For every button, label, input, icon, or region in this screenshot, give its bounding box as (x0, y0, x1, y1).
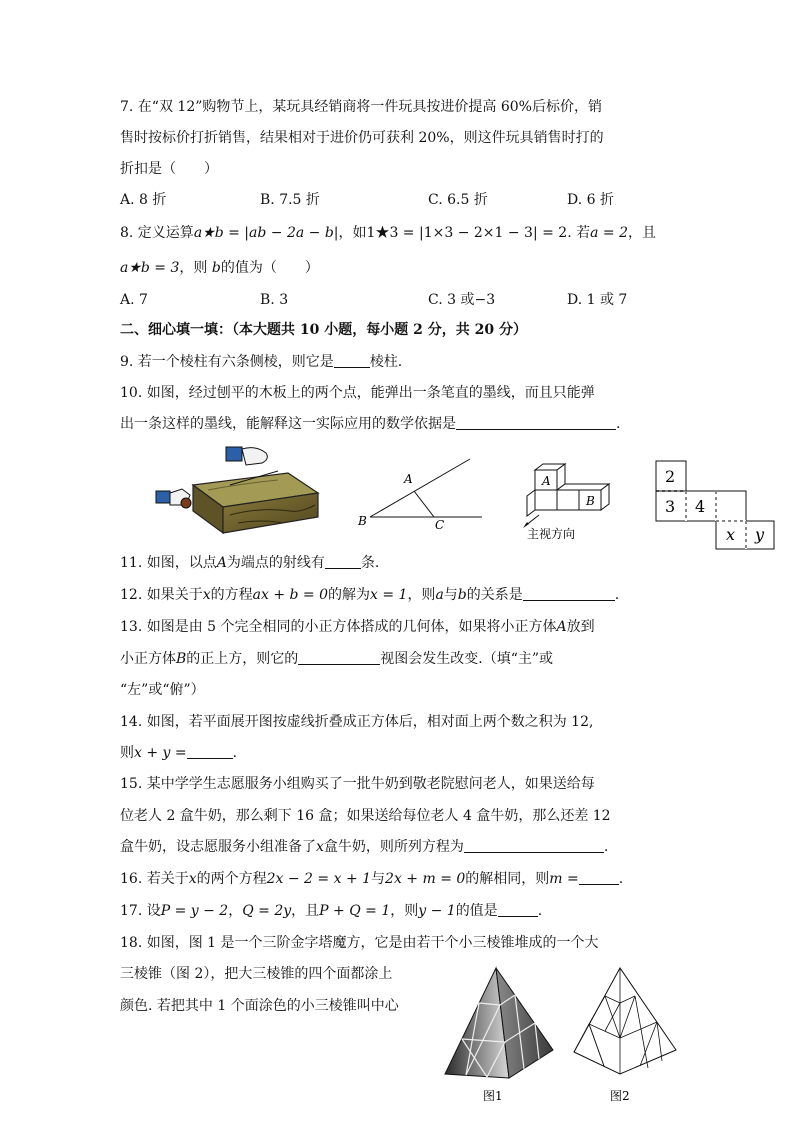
q9: 9. 若一个棱柱有六条侧棱，则它是 棱柱. (120, 354, 403, 370)
point-a-label: A (404, 472, 413, 486)
q17-blank[interactable] (498, 901, 538, 917)
pyramid-figure-2 (570, 966, 682, 1106)
q7-line1: 7. 在“双 12”购物节上，某玩具经销商将一件玩具按进价提高 60%后标价，销 (120, 99, 602, 115)
q7-line3: 折扣是（ ） (120, 161, 218, 177)
ray-angle-figure (352, 455, 487, 530)
q10-blank[interactable] (456, 414, 616, 430)
q13-line1: 13. 如图是由 5 个完全相同的小正方体搭成的几何体，如果将小正方体A放到 (120, 619, 595, 635)
net-cell-3: 3 (665, 497, 676, 516)
cube-net-figure (655, 460, 775, 550)
q14-line1: 14. 如图，若平面展开图按虚线折叠成正方体后，相对面上两个数之积为 12, (120, 714, 594, 730)
figure-1-caption: 图1 (483, 1089, 503, 1103)
q7-option-d: D. 6 折 (567, 192, 614, 208)
q8-formula: a★b = |ab − 2a − b| (193, 225, 339, 241)
q8-line2: a★b = 3，则 b的值为（ ） (120, 260, 319, 276)
q18-line2: 三棱锥（图 2），把大三棱锥的四个面都涂上 (120, 966, 393, 982)
section-heading: 二、细心填一填：（本大题共 10 小题，每小题 2 分，共 20 分） (120, 322, 527, 338)
q15-line2: 位老人 2 盒牛奶，那么剩下 16 盒；如果送给每位老人 4 盒牛奶，那么还差 12 (120, 808, 611, 824)
q8-line1: 8. 定义运算a★b = |ab − 2a − b|，如1★3 = |1×3 − 2×1 − 3| = 2. 若a = 2，且 (120, 225, 657, 241)
point-b-label: B (358, 514, 367, 528)
q13-line3: “左”或“俯”） (120, 682, 205, 698)
q15-blank[interactable] (464, 837, 604, 853)
q9-blank[interactable] (334, 352, 370, 368)
q12-blank[interactable] (523, 585, 615, 601)
figure-2-caption: 图2 (610, 1089, 630, 1103)
q18-line3: 颜色. 若把其中 1 个面涂色的小三棱锥叫中心 (120, 998, 399, 1014)
q16: 16. 若关于x的两个方程2x − 2 = x + 1与2x + m = 0的解相同，则m = . (120, 871, 624, 887)
q11: 11. 如图，以点A为端点的射线有 条. (120, 555, 380, 571)
q8-option-a: A. 7 (120, 292, 148, 308)
q11-blank[interactable] (325, 553, 361, 569)
q7-option-a: A. 8 折 (120, 192, 167, 208)
q12: 12. 如果关于x的方程ax + b = 0的解为x = 1，则a与b的关系是 . (120, 587, 620, 603)
q16-blank[interactable] (579, 869, 619, 885)
net-cell-2: 2 (665, 467, 676, 486)
q17: 17. 设P = y − 2，Q = 2y，且P + Q = 1，则y − 1的值是 . (120, 903, 543, 919)
net-cell-y: y (755, 525, 765, 544)
q14-blank[interactable] (187, 743, 233, 759)
cube-b-label: B (586, 494, 595, 508)
cubes-figure (515, 460, 625, 545)
q7-option-b: B. 7.5 折 (260, 192, 320, 208)
q13-blank[interactable] (298, 649, 380, 665)
q15-line3: 盒牛奶，设志愿服务小组准备了x盒牛奶，则所列方程为 . (120, 839, 609, 855)
cube-a-label: A (542, 474, 551, 488)
q13-line2: 小正方体B的正上方，则它的 视图会发生改变.（填“主”或 (120, 651, 554, 667)
point-c-label: C (435, 518, 445, 532)
view-direction-label: 主视方向 (527, 527, 576, 541)
q8-example: 1★3 = |1×3 − 2×1 − 3| = 2 (366, 225, 568, 241)
pyramid-figure-1 (443, 966, 555, 1106)
woodboard-figure (148, 445, 328, 535)
net-cell-4: 4 (695, 497, 706, 516)
q18-line1: 18. 如图，图 1 是一个三阶金字塔魔方，它是由若干个小三棱锥堆成的一个大 (120, 935, 599, 951)
q14-line2: 则x + y = . (120, 745, 238, 761)
q8-option-d: D. 1 或 7 (567, 292, 628, 308)
q10-line1: 10. 如图，经过刨平的木板上的两个点，能弹出一条笔直的墨线，而且只能弹 (120, 385, 595, 401)
q10-line2: 出一条这样的墨线，能解释这一实际应用的数学依据是 . (120, 416, 621, 432)
q7-line2: 售时按标价打折销售，结果相对于进价仍可获利 20%，则这件玩具销售时打的 (120, 130, 604, 146)
q7-option-c: C. 6.5 折 (428, 192, 488, 208)
q8-option-b: B. 3 (260, 292, 289, 308)
q8-option-c: C. 3 或−3 (428, 292, 496, 308)
q15-line1: 15. 某中学学生志愿服务小组购买了一批牛奶到敬老院慰问老人，如果送给每 (120, 776, 595, 792)
net-cell-x: x (726, 525, 736, 544)
